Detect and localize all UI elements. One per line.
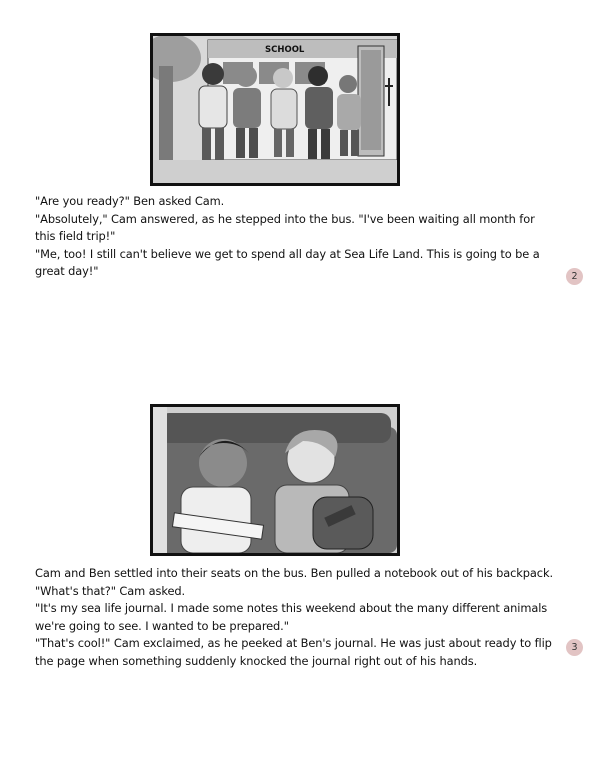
bus-sign-text: SCHOOL (265, 45, 305, 55)
bus-seat-illustration (150, 404, 400, 556)
story-paragraph: Cam and Ben settled into their seats on the bus. Ben pulled a notebook out of his backpack. (35, 566, 553, 580)
bus-scene-drawing (153, 36, 397, 183)
page-number-badge: 3 (566, 639, 583, 656)
story-paragraph: "Are you ready?" Ben asked Cam. (35, 194, 225, 208)
story-passage-page-3 (35, 565, 555, 670)
bus-seat-drawing (153, 407, 397, 553)
story-paragraph: "Absolutely," Cam answered, as he stepped into the bus. "I've been waiting all month for this field trip!" (35, 211, 535, 243)
story-paragraph: "Me, too! I still can't believe we get to spend all day at Sea Life Land. This is going to be a great day!" (35, 246, 540, 278)
bus-boarding-illustration (150, 33, 400, 186)
story-paragraph: "What's that?" Cam asked. (35, 583, 186, 598)
story-paragraph: "It's my sea life journal. I made some notes this weekend about the many different animals we're going to see. I wanted to be prepared." (35, 601, 548, 633)
page-number-badge: 2 (566, 268, 583, 285)
story-paragraph: "That's cool!" Cam exclaimed, as he peeked at Ben's journal. He was just about ready to flip the page when something suddenly knocked the journal right out of his hands. (35, 636, 552, 668)
story-passage-page-2 (35, 193, 555, 281)
